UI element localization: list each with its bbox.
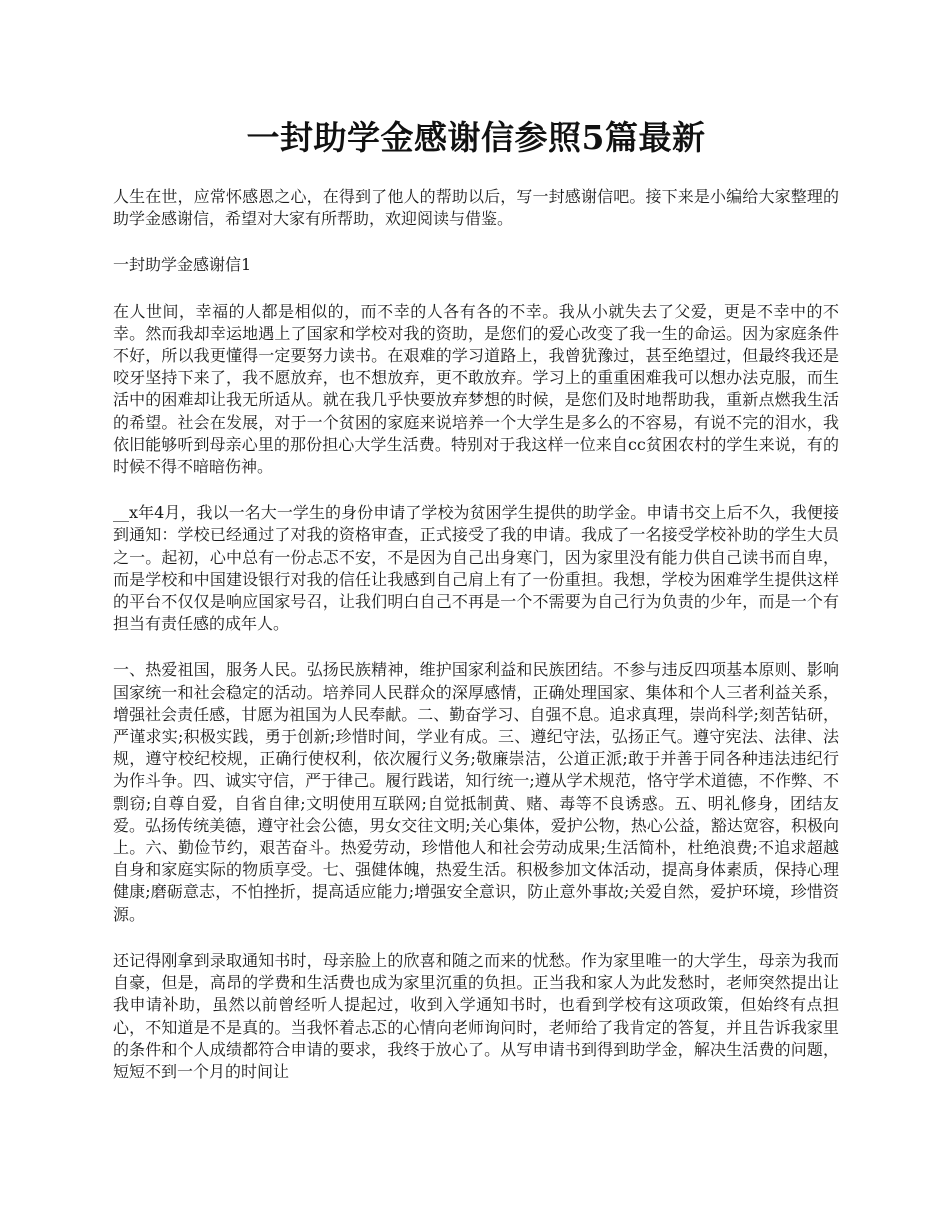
document-page [113, 0, 839, 1083]
body-paragraph: 在人世间，幸福的人都是相似的，而不幸的人各有各的不幸。我从小就失去了父爱，更是不幸中的不幸。然而我却幸运地遇上了国家和学校对我的资助，是您们的爱心改变了我一生的命运。因为家庭条件不好，所以我更懂得一定要努力读书。在艰难的学习道路上，我曾犹豫过，甚至绝望过，但最终我还是咬牙坚持下来了，我不愿放弃，也不想放弃，更不敢放弃。学习上的重重困难我可以想办法克服，而生活中的困难却让我无所适从。就在我几乎快要放弃梦想的时候，是您们及时地帮助我，重新点燃我生活的希望。社会在发展，对于一个贫困的家庭来说培养一个大学生是多么的不容易，有说不完的泪水，我依旧能够听到母亲心里的那份担心大学生活费。特别对于我这样一位来自cc贫困农村的学生来说，有的时候不得不暗暗伤神。 [113, 301, 839, 477]
body-paragraph: 一、热爱祖国，服务人民。弘扬民族精神，维护国家利益和民族团结。不参与违反四项基本原则、影响国家统一和社会稳定的活动。培养同人民群众的深厚感情，正确处理国家、集体和个人三者利益关系，增强社会责任感，甘愿为祖国为人民奉献。二、勤奋学习、自强不息。追求真理，崇尚科学;刻苦钻研，严谨求实;积极实践，勇于创新;珍惜时间，学业有成。三、遵纪守法，弘扬正气。遵守宪法、法律、法规，遵守校纪校规，正确行使权利，依次履行义务;敬廉崇洁，公道正派;敢于并善于同各种违法违纪行为作斗争。四、诚实守信，严于律己。履行践诺，知行统一;遵从学术规范，恪守学术道德，不作弊、不剽窃;自尊自爱，自省自律;文明使用互联网;自觉抵制黄、赌、毒等不良诱惑。五、明礼修身，团结友爱。弘扬传统美德，遵守社会公德，男女交往文明;关心集体，爱护公物，热心公益，豁达宽容，积极向上。六、勤俭节约，艰苦奋斗。热爱劳动，珍惜他人和社会劳动成果;生活简朴，杜绝浪费;不追求超越自身和家庭实际的物质享受。七、强健体魄，热爱生活。积极参加文体活动，提高身体素质，保持心理健康;磨砺意志，不怕挫折，提高适应能力;增强安全意识，防止意外事故;关爱自然，爱护环境，珍惜资源。 [113, 660, 839, 924]
intro-paragraph: 人生在世，应常怀感恩之心，在得到了他人的帮助以后，写一封感谢信吧。接下来是小编给大家整理的助学金感谢信，希望对大家有所帮助，欢迎阅读与借鉴。 [113, 187, 839, 229]
letter-heading: 一封助学金感谢信1 [113, 255, 252, 275]
document-title: 一封助学金感谢信参照5篇最新 [246, 118, 706, 157]
body-paragraph: 还记得刚拿到录取通知书时，母亲脸上的欣喜和随之而来的忧愁。作为家里唯一的大学生，母亲为我而自豪，但是，高昂的学费和生活费也成为家里沉重的负担。正当我和家人为此发愁时，老师突然提出让我申请补助，虽然以前曾经听人提起过，收到入学通知书时，也看到学校有这项政策，但始终有点担心，不知道是不是真的。当我怀着忐忑的心情向老师询问时，老师给了我肯定的答复，并且告诉我家里的条件和个人成绩都符合申请的要求，我终于放心了。从写申请书到得到助学金，解决生活费的问题，短短不到一个月的时间让 [113, 950, 839, 1081]
body-paragraph: __x年4月，我以一名大一学生的身份申请了学校为贫困学生提供的助学金。申请书交上后不久，我便接到通知：学校已经通过了对我的资格审查，正式接受了我的申请。我成了一名接受学校补助的学生大员之一。起初，心中总有一份忐忑不安，不是因为自己出身寒门，因为家里没有能力供自己读书而自卑，而是学校和中国建设银行对我的信任让我感到自己肩上有了一份重担。我想，学校为困难学生提供这样的平台不仅仅是响应国家号召，让我们明白自己不再是一个不需要为自己行为负责的少年，而是一个有担当有责任感的成年人。 [113, 503, 839, 634]
